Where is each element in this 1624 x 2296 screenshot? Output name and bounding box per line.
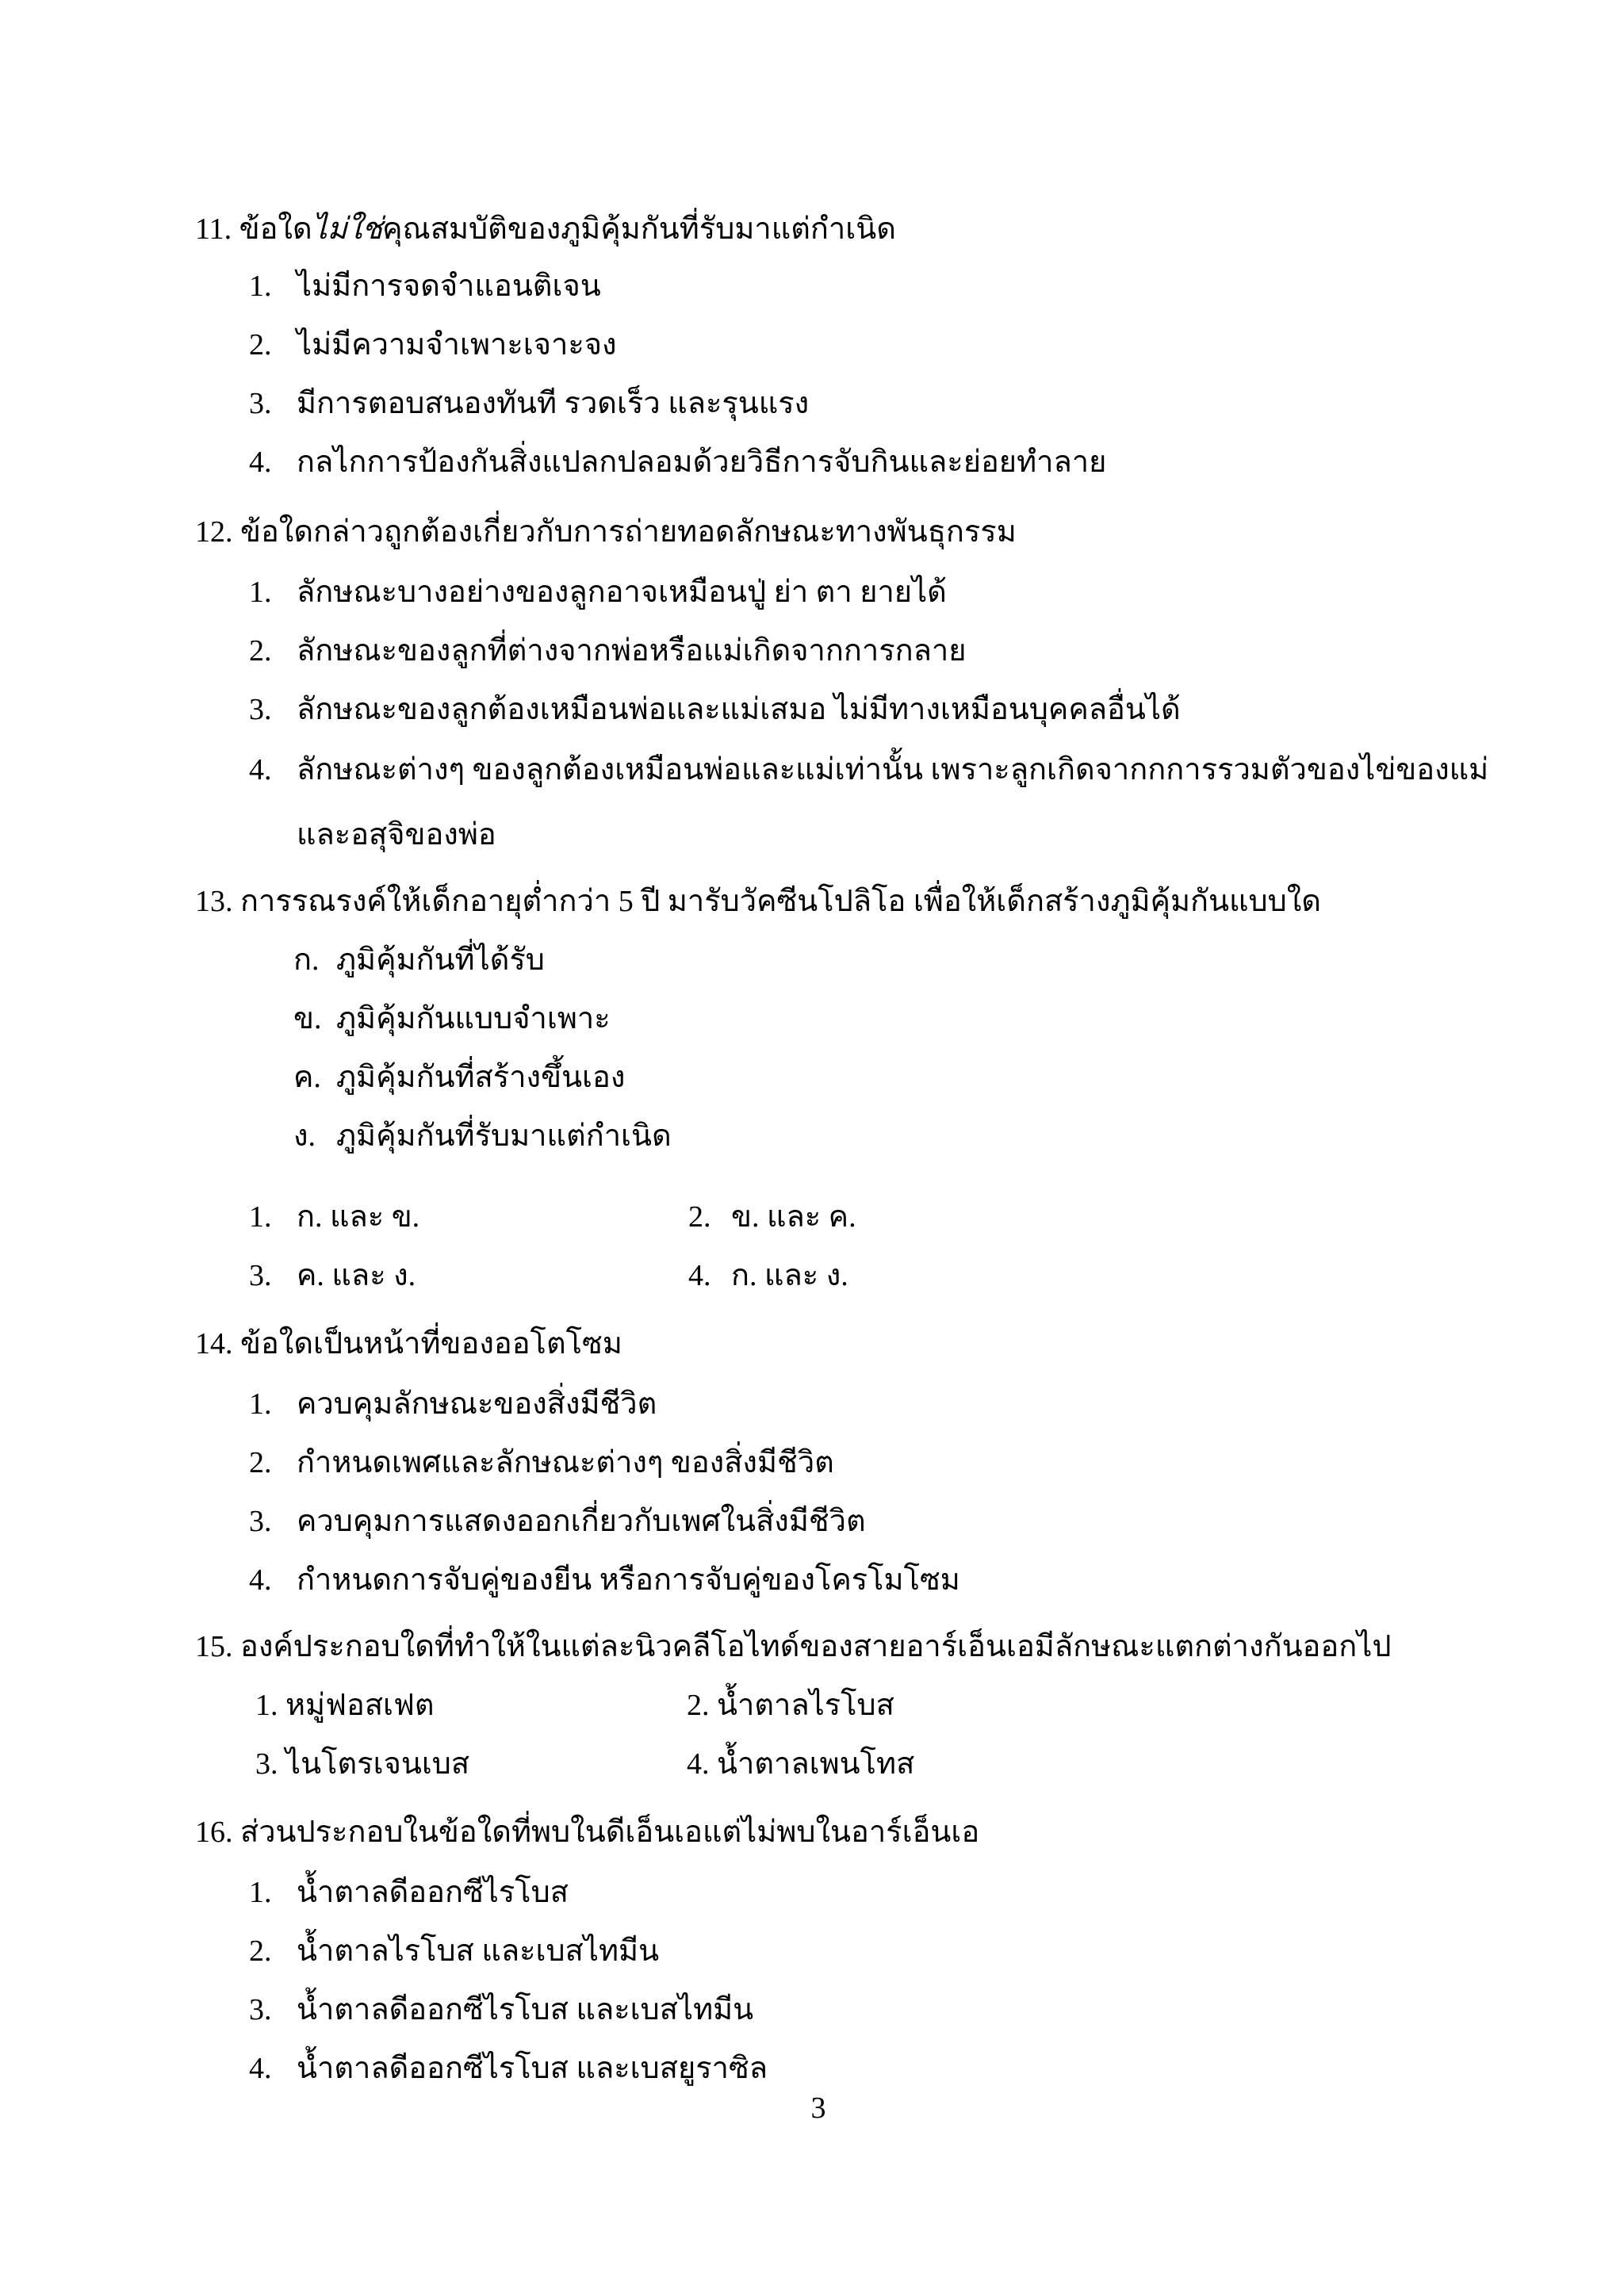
option: 4. กลไกการป้องกันสิ่งแปลกปลอมด้วยวิธีการจับกินและย่อยทำลาย <box>249 446 1107 479</box>
option: 4. น้ำตาลดีออกซีไรโบส และเบสยูราซิล <box>249 2052 768 2085</box>
option: 3. มีการตอบสนองทันที รวดเร็ว และรุนแรง <box>249 387 810 420</box>
question-12 <box>195 517 1017 547</box>
option: 4. ก. และ ง. <box>688 1259 848 1292</box>
question-stem: ข้อใดกล่าวถูกต้องเกี่ยวกับการถ่ายทอดลักษณะทางพันธุกรรม <box>240 515 1017 549</box>
option: 3. ลักษณะของลูกต้องเหมือนพ่อและแม่เสมอ ไม่มีทางเหมือนบุคคลอื่นได้ <box>249 693 1181 726</box>
option: 1. หมู่ฟอสเฟต <box>255 1689 435 1722</box>
question-11 <box>195 214 896 244</box>
question-stem: การรณรงค์ให้เด็กอายุต่ำกว่า 5 ปี มารับวัคซีนโปลิโอ เพื่อให้เด็กสร้างภูมิคุ้มกันแบบใด <box>240 885 1321 918</box>
option: 2. ลักษณะของลูกที่ต่างจากพ่อหรือแม่เกิดจากการกลาย <box>249 634 967 668</box>
option: 2. ไม่มีความจำเพาะเจาะจง <box>249 328 617 362</box>
option: 1. ไม่มีการจดจำแอนติเจน <box>249 270 601 303</box>
option: 3. ค. และ ง. <box>249 1259 416 1292</box>
question-number: 16. <box>195 1816 233 1849</box>
option: 4. น้ำตาลเพนโทส <box>687 1747 915 1781</box>
option-continuation: และอสุจิของพ่อ <box>297 818 496 851</box>
question-number: 11. <box>195 212 232 246</box>
option: 2. น้ำตาลไรโบส และเบสไทมีน <box>249 1934 660 1968</box>
option: 1. ควบคุมลักษณะของสิ่งมีชีวิต <box>249 1387 657 1421</box>
question-number: 13. <box>195 885 233 918</box>
question-stem: ข้อใดเป็นหน้าที่ของออโตโซม <box>240 1327 622 1360</box>
option: 2. กำหนดเพศและลักษณะต่างๆ ของสิ่งมีชีวิต <box>249 1446 834 1479</box>
question-16 <box>195 1817 979 1847</box>
question-stem: ส่วนประกอบในข้อใดที่พบในดีเอ็นเอแต่ไม่พบในอาร์เอ็นเอ <box>240 1816 980 1849</box>
page-number: 3 <box>810 2091 826 2125</box>
option: 4. กำหนดการจับคู่ของยีน หรือการจับคู่ของโครโมโซม <box>249 1563 960 1597</box>
question-stem: องค์ประกอบใดที่ทำให้ในแต่ละนิวคลีโอไทด์ของสายอาร์เอ็นเอมีลักษณะแตกต่างกันออกไป <box>240 1630 1392 1663</box>
option: 4. ลักษณะต่างๆ ของลูกต้องเหมือนพ่อและแม่เท่านั้น เพราะลูกเกิดจากกการรวมตัวของไข่ของแม่ <box>249 753 1489 786</box>
option: 2. น้ำตาลไรโบส <box>687 1689 894 1722</box>
sub-item: ข. ภูมิคุ้มกันแบบจำเพาะ <box>293 1002 611 1035</box>
question-15 <box>195 1632 1391 1662</box>
question-13 <box>195 886 1321 916</box>
option: 1. น้ำตาลดีออกซีไรโบส <box>249 1876 569 1909</box>
question-number: 14. <box>195 1327 233 1360</box>
sub-item: ค. ภูมิคุ้มกันที่สร้างขึ้นเอง <box>293 1061 626 1094</box>
option: 3. น้ำตาลดีออกซีไรโบส และเบสไทมีน <box>249 1993 754 2026</box>
question-14 <box>195 1329 622 1359</box>
question-number: 15. <box>195 1630 233 1663</box>
option: 1. ก. และ ข. <box>249 1200 420 1234</box>
question-stem: ข้อใดไม่ใช่คุณสมบัติของภูมิคุ้มกันที่รับมาแต่กำเนิด <box>239 212 896 246</box>
option: 2. ข. และ ค. <box>688 1200 856 1234</box>
option: 3. ไนโตรเจนเบส <box>255 1747 470 1781</box>
option: 3. ควบคุมการแสดงออกเกี่ยวกับเพศในสิ่งมีชีวิต <box>249 1505 866 1538</box>
sub-item: ง. ภูมิคุ้มกันที่รับมาแต่กำเนิด <box>293 1119 672 1153</box>
option: 1. ลักษณะบางอย่างของลูกอาจเหมือนปู่ ย่า ตา ยายได้ <box>249 576 947 609</box>
question-number: 12. <box>195 515 233 549</box>
emphasis-text: ไม่ใช่ <box>312 212 383 246</box>
sub-item: ก. ภูมิคุ้มกันที่ได้รับ <box>293 943 545 977</box>
